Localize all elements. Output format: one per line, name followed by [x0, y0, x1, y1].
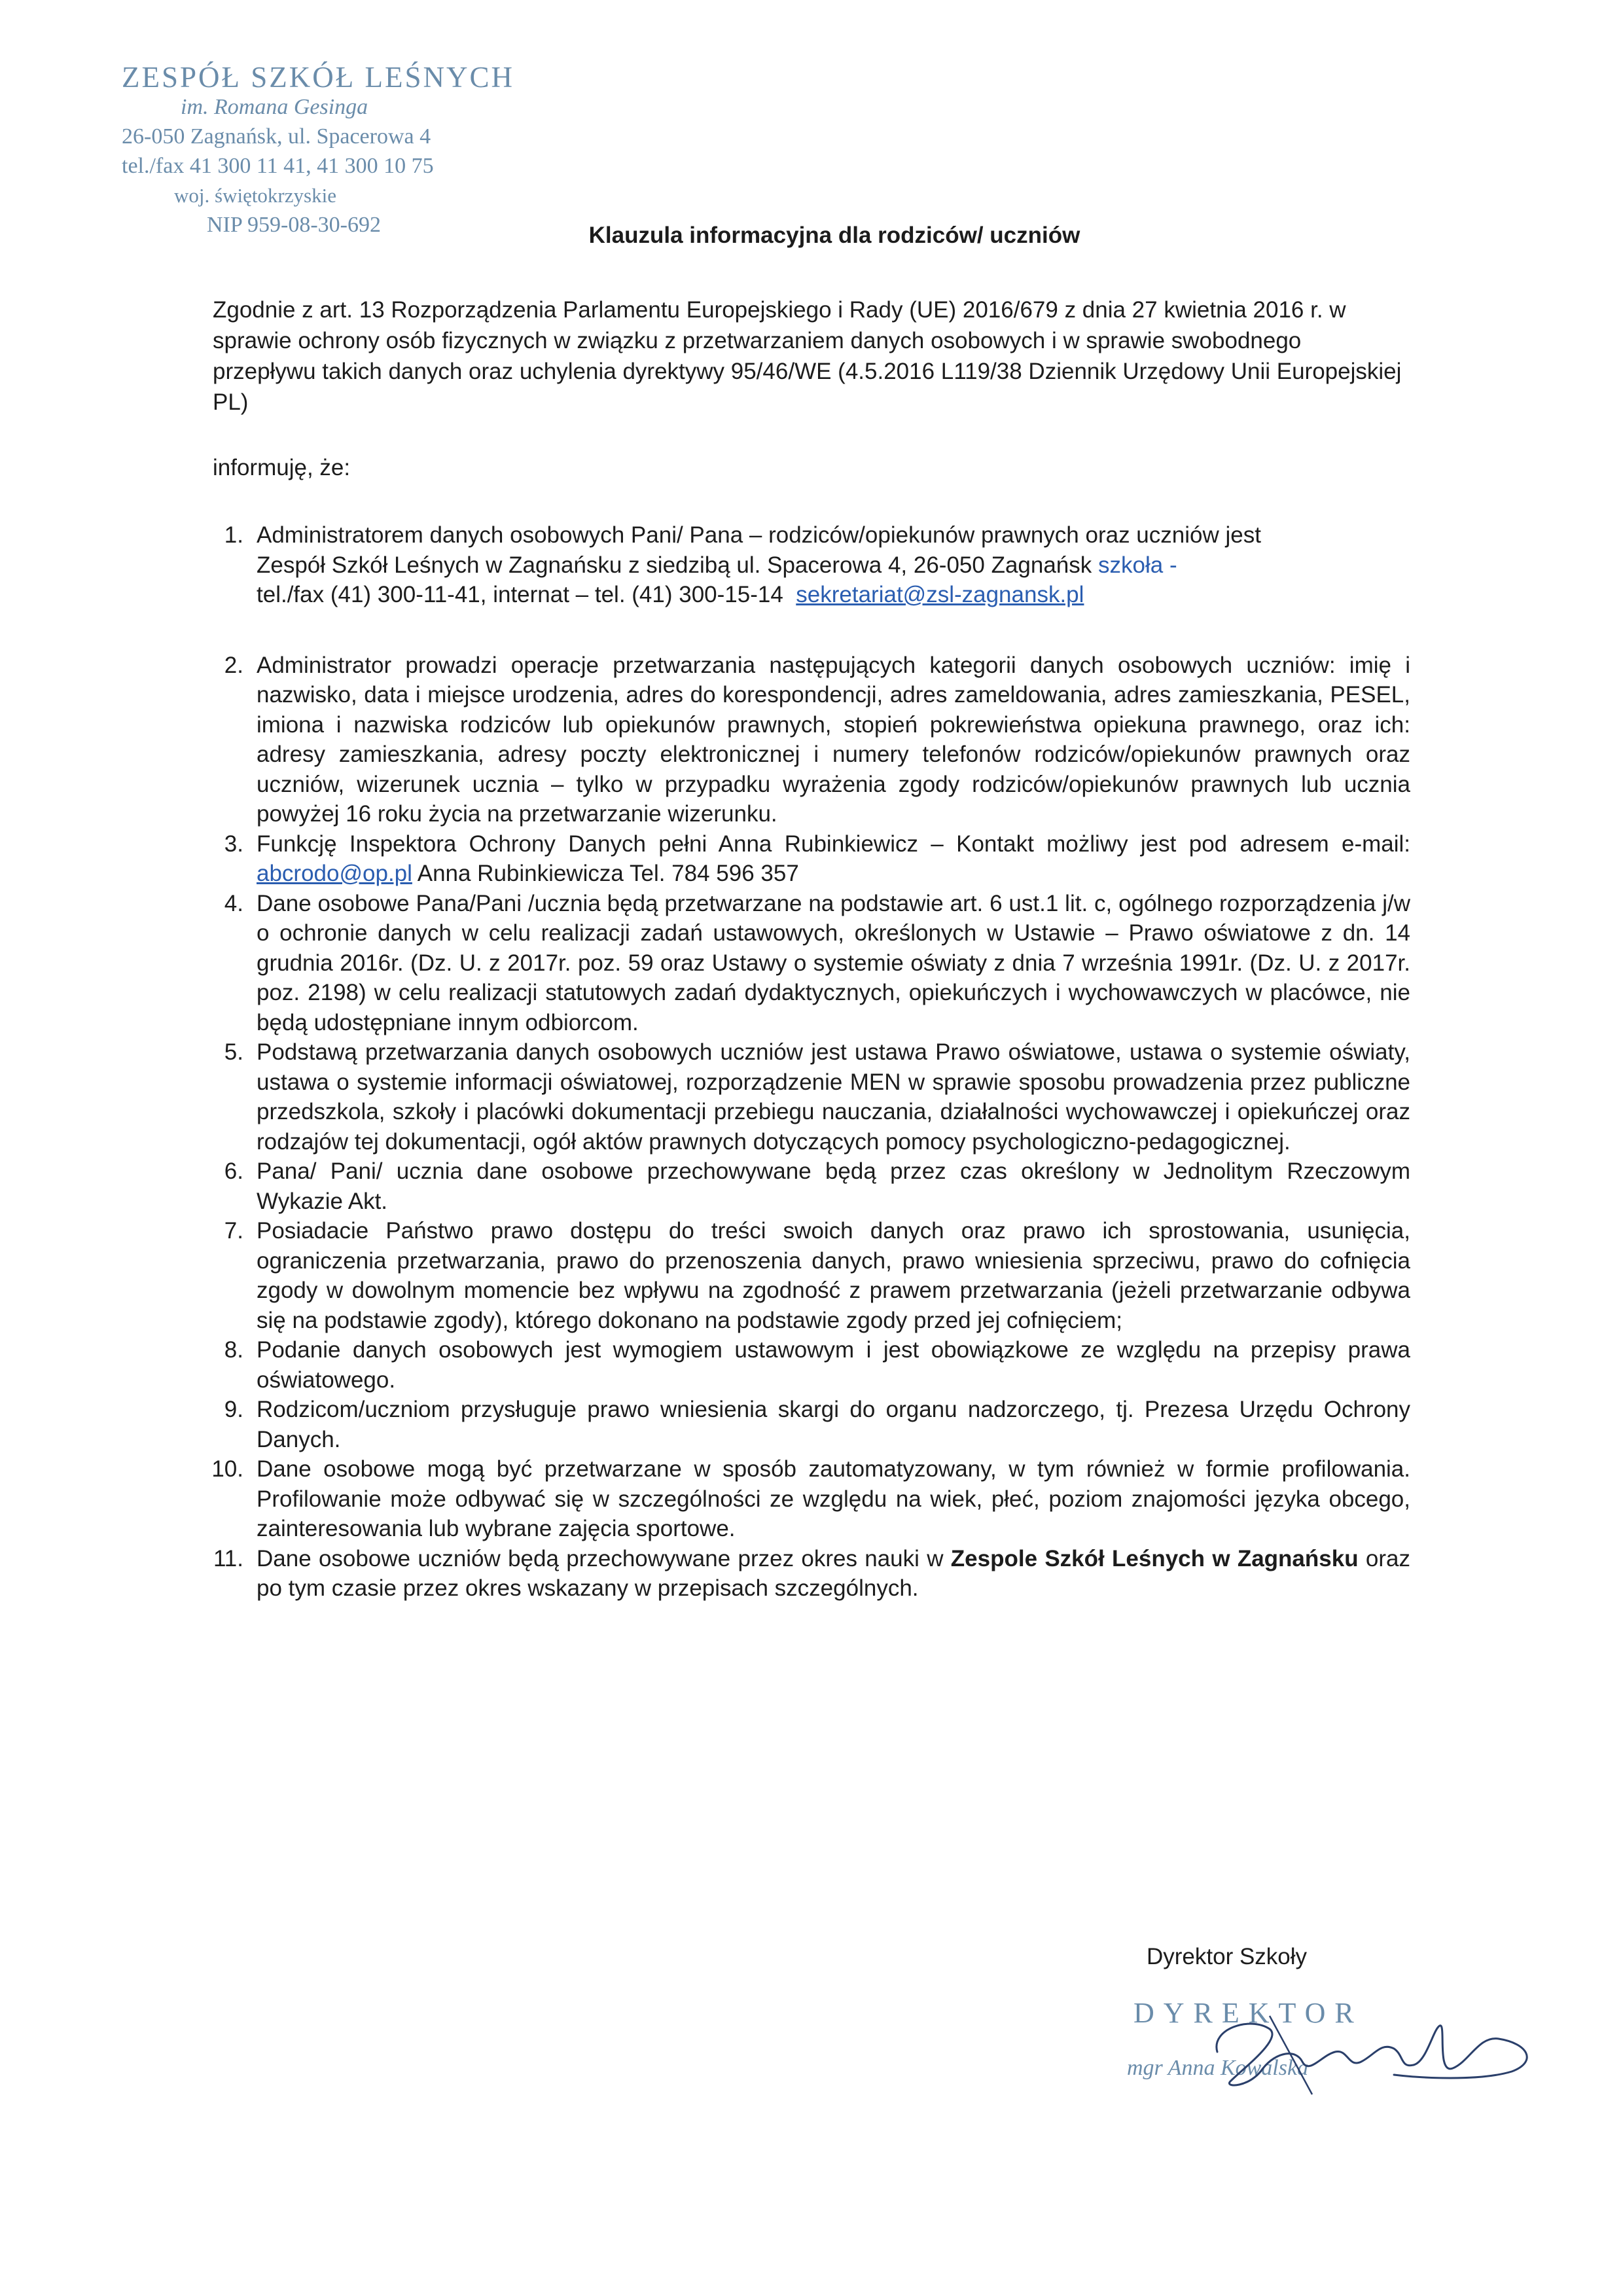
- item-number: 11.: [213, 1545, 243, 1571]
- school-header-stamp: [122, 63, 514, 240]
- list-item: [196, 520, 1410, 610]
- stamp-phone: tel./fax 41 300 11 41, 41 300 10 75: [122, 154, 434, 178]
- item-1-phone: tel./fax (41) 300-11-41, internat – tel. (41) 300-15-14: [257, 582, 783, 607]
- item-number: 10.: [211, 1456, 243, 1482]
- item-text: Posiadacie Państwo prawo dostępu do treści swoich danych oraz prawo ich sprostowania, usunięcia, ograniczenia przetwarzania, prawo do przenoszenia danych, prawo wniesienia sprzeciwu, prawo do cofnięcia zgody w dowolnym momencie bez wpływu na zgodność z prawem przetwarzania (jeżeli przetwarzanie odbywa się na podstawie zgody), którego dokonano na podstawie zgody przed jej cofnięciem;: [257, 1218, 1410, 1333]
- item-text: Administrator prowadzi operacje przetwarzania następujących kategorii danych osobowych uczniów: imię i nazwisko, data i miejsce urodzenia, adres do korespondencji, adres zameldowania, adres zamieszkania, PESEL, imiona i nazwiska rodziców lub opiekunów prawnych, stopień pokrewieństwa opiekuna prawnego, oraz ich: adresy zamieszkania, adresy poczty elektronicznej i numery telefonów rodziców/opiekunów prawnych oraz uczniów, wizerunek ucznia – tylko w przypadku wyrażenia zgody rodziców/opiekunów prawnych lub ucznia powyżej 16 roku życia na przetwarzanie wizerunku.: [257, 652, 1410, 827]
- clause-list: [196, 520, 1410, 1604]
- item-text: Podanie danych osobowych jest wymogiem ustawowym i jest obowiązkowe ze względu na przepisy prawa oświatowego.: [257, 1337, 1410, 1393]
- list-item: [196, 1454, 1410, 1544]
- item-1-blue-note: szkoła -: [1098, 552, 1177, 578]
- item-text: Rodzicom/uczniom przysługuje prawo wniesienia skargi do organu nadzorczego, tj. Prezesa Urzędu Ochrony Danych.: [257, 1397, 1410, 1452]
- item-11-school-name: Zespole Szkół Leśnych w Zagnańsku: [950, 1545, 1359, 1571]
- item-text: [257, 520, 1410, 610]
- item-number: 5.: [224, 1039, 243, 1065]
- item-11-text-a: Dane osobowe uczniów będą przechowywane przez okres nauki w: [257, 1545, 944, 1571]
- intro-paragraph: Zgodnie z art. 13 Rozporządzenia Parlamentu Europejskiego i Rady (UE) 2016/679 z dnia 27 kwietnia 2016 r. w sprawie ochrony osób fizycznych w związku z przetwarzaniem danych osobowych i w sprawie swobodnego przepływu takich danych oraz uchylenia dyrektywy 95/46/WE (4.5.2016 L119/38 Dziennik Urzędowy Unii Europejskiej PL): [213, 297, 1402, 415]
- list-item: [196, 829, 1410, 889]
- item-number: 2.: [224, 652, 243, 678]
- list-item: [196, 1157, 1410, 1216]
- stamp-school-name: ZESPÓŁ SZKÓŁ LEŚNYCH: [122, 61, 515, 94]
- item-text: [257, 829, 1410, 889]
- item-number: 8.: [224, 1337, 243, 1363]
- item-1-line-a: Administratorem danych osobowych Pani/ Pana – rodziców/opiekunów prawnych oraz uczniów jest: [257, 522, 1261, 548]
- secretariat-email-link[interactable]: sekretariat@zsl-zagnansk.pl: [796, 582, 1084, 607]
- item-text: Podstawą przetwarzania danych osobowych uczniów jest ustawa Prawo oświatowe, ustawa o systemie oświaty, ustawa o systemie informacji oświatowej, rozporządzenie MEN w sprawie sposobu prowadzenia przez publiczne przedszkola, szkoły i placówki dokumentacji przebiegu nauczania, działalności wychowawczej i opiekuńczej oraz rodzajów tej dokumentacji, ogół aktów prawnych dotyczących pomocy psychologiczno-pedagogicznej.: [257, 1039, 1410, 1155]
- stamp-address: 26-050 Zagnańsk, ul. Spacerowa 4: [122, 124, 431, 149]
- item-number: 4.: [224, 890, 243, 916]
- item-1-line-b: [257, 550, 1410, 581]
- item-number: 9.: [224, 1397, 243, 1422]
- item-number: 3.: [224, 831, 243, 857]
- item-3-text: Funkcję Inspektora Ochrony Danych pełni Anna Rubinkiewicz – Kontakt możliwy jest pod adresem e-mail:: [257, 831, 1410, 857]
- iod-email-link[interactable]: abcrodo@op.pl: [257, 861, 412, 886]
- item-1-line-c: [257, 580, 1410, 610]
- handwritten-signature-icon: [1171, 1990, 1544, 2101]
- signature-title: Dyrektor Szkoły: [1147, 1944, 1308, 1969]
- item-text: [257, 1544, 1410, 1604]
- director-stamp-name: mgr Anna Kowalska: [1127, 2056, 1309, 2080]
- stamp-patron: im. Romana Gesinga: [181, 95, 368, 119]
- list-item: [196, 1335, 1410, 1395]
- item-11-text-c: oraz po tym czasie przez okres wskazany w przepisach szczególnych.: [257, 1545, 1410, 1601]
- stamp-voivodeship: woj. świętokrzyskie: [174, 184, 336, 207]
- stamp-nip: NIP 959-08-30-692: [207, 213, 381, 237]
- list-item: [196, 1544, 1410, 1604]
- list-item: [196, 1216, 1410, 1335]
- item-number: 6.: [224, 1158, 243, 1184]
- director-stamp-role: DYREKTOR: [1133, 1997, 1363, 2029]
- document-title: Klauzula informacyjna dla rodziców/ uczniów: [588, 223, 1080, 248]
- list-item: [196, 651, 1410, 829]
- item-number: 1.: [224, 522, 243, 548]
- item-text: Dane osobowe mogą być przetwarzane w sposób zautomatyzowany, w tym również w formie profilowania. Profilowanie może odbywać się w szczególności ze względu na wiek, płeć, poziom znajomości języka obcego, zainteresowania lub wybrane zajęcia sportowe.: [257, 1456, 1410, 1541]
- item-3-contact: Anna Rubinkiewicza Tel. 784 596 357: [417, 861, 799, 886]
- list-item: [196, 1395, 1410, 1454]
- list-item: [196, 1037, 1410, 1157]
- inform-line: informuję, że:: [213, 455, 351, 480]
- item-text: Pana/ Pani/ ucznia dane osobowe przechowywane będą przez czas określony w Jednolitym Rzeczowym Wykazie Akt.: [257, 1158, 1410, 1214]
- item-text: Dane osobowe Pana/Pani /ucznia będą przetwarzane na podstawie art. 6 ust.1 lit. c, ogólnego rozporządzenia j/w o ochronie danych w celu realizacji zadań ustawowych, określonych w Ustawie – Prawo oświatowe z dn. 14 grudnia 2016r. (Dz. U. z 2017r. poz. 59 oraz Ustawy o systemie oświaty z dnia 7 września 1991r. (Dz. U. z 2017r. poz. 2198) w celu realizacji statutowych zadań dydaktycznych, opiekuńczych i wychowawczych w placówce, nie będą udostępniane innym odbiorcom.: [257, 890, 1410, 1035]
- list-item: [196, 889, 1410, 1038]
- item-1-address: Zespół Szkół Leśnych w Zagnańsku z siedzibą ul. Spacerowa 4, 26-050 Zagnańsk: [257, 552, 1092, 578]
- item-number: 7.: [224, 1218, 243, 1244]
